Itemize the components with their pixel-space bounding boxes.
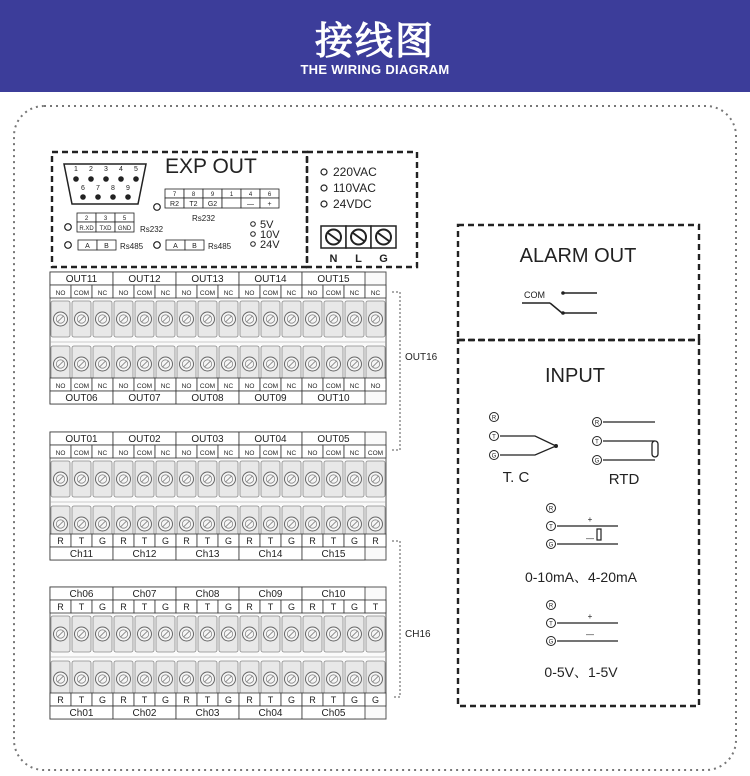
group-label: OUT07 [128, 393, 161, 404]
contact-label: NC [286, 290, 297, 297]
rs232-signal-label: R2 [170, 201, 179, 208]
contact-label: R [309, 602, 316, 612]
contact-label: G [371, 695, 380, 705]
group-label: OUT10 [317, 393, 350, 404]
contact-label: R [183, 602, 190, 612]
contact-label: T [204, 602, 211, 612]
power-radio-icon [321, 185, 327, 191]
contact-label: R [57, 602, 64, 612]
contact-label: NO [181, 450, 192, 457]
contact-label: G [98, 536, 107, 546]
db9-pin-number: 8 [111, 185, 115, 192]
rs232-pin-number: 2 [84, 216, 89, 222]
contact-label: G [287, 536, 296, 546]
voltage-option-label: 5V [260, 219, 274, 231]
contact-label: COM [325, 383, 342, 390]
rs232-right-name: Rs232 [192, 214, 216, 223]
contact-label: NC [349, 383, 360, 390]
rs232-signal-label: R.XD [79, 226, 94, 232]
contact-label: NC [97, 290, 108, 297]
contact-label: NO [55, 383, 66, 390]
contact-label: NO [244, 290, 255, 297]
contact-label: T [141, 536, 148, 546]
db9-pin-icon [80, 194, 86, 200]
contact-label: R [120, 695, 127, 705]
group-label: OUT13 [191, 274, 224, 285]
voltage-option-label: 10V [260, 229, 280, 241]
group-label: Ch05 [321, 708, 346, 719]
voltage-option-label: 24V [260, 239, 280, 251]
group-label: OUT12 [128, 274, 161, 285]
contact-label: COM [136, 383, 153, 390]
rs232-left-radio-icon [65, 224, 72, 231]
contact-label: G [350, 695, 359, 705]
contact-label: COM [73, 450, 90, 457]
alarm-com-label: COM [524, 290, 545, 300]
contact-label: NC [349, 450, 360, 457]
rtd-wire-icon [603, 422, 655, 460]
exp-out-title: EXP OUT [165, 155, 257, 178]
contact-label: COM [73, 383, 90, 390]
group-label: OUT02 [128, 434, 161, 445]
rs485-left-name: Rs485 [120, 242, 144, 251]
contact-label: NO [181, 383, 192, 390]
rtd-pin-letter: G [594, 458, 600, 465]
contact-label: G [224, 536, 233, 546]
voltage-radio-icon [251, 232, 256, 237]
input-panel [458, 340, 699, 706]
relay-contact-icon [522, 290, 597, 315]
contact-label: COM [136, 450, 153, 457]
contact-label: G [98, 695, 107, 705]
group-label: OUT06 [65, 393, 98, 404]
group-label: OUT04 [254, 434, 287, 445]
voltage-pin-letter: T [549, 621, 553, 628]
contact-label: T [372, 602, 379, 612]
db9-pin-number: 7 [96, 185, 100, 192]
thermocouple-junction-icon [554, 444, 558, 448]
contact-label: NC [160, 450, 171, 457]
power-option-label: 24VDC [333, 197, 372, 211]
voltage-pin-letter: R [548, 603, 554, 610]
group-label: OUT01 [65, 434, 98, 445]
group-label: Ch07 [132, 589, 157, 600]
contact-label: NO [118, 383, 129, 390]
contact-label: T [330, 536, 337, 546]
rs232-signal-label: + [267, 201, 272, 208]
contact-label: T [141, 695, 148, 705]
contact-label: R [183, 695, 190, 705]
voltage-plus-sign: + [587, 612, 593, 621]
rs232-signal-label: G2 [207, 201, 218, 208]
rtd-pin-letter: R [594, 420, 600, 427]
group-label: OUT15 [317, 274, 350, 285]
db9-pin-icon [118, 176, 124, 182]
contact-label: NO [244, 450, 255, 457]
contact-label: T [78, 536, 85, 546]
db9-pin-icon [133, 176, 139, 182]
contact-label: COM [262, 383, 279, 390]
group-label: Ch12 [132, 549, 157, 560]
rs485-signal-label: B [104, 243, 109, 250]
group-label: Ch03 [195, 708, 220, 719]
ch16-bracket [392, 541, 400, 697]
rs485-signal-label: A [85, 243, 90, 250]
db9-pin-icon [73, 176, 79, 182]
contact-label: T [141, 602, 148, 612]
contact-label: T [267, 602, 274, 612]
page-subtitle: THE WIRING DIAGRAM [300, 62, 450, 77]
contact-label: NO [118, 450, 129, 457]
contact-label: NC [160, 290, 171, 297]
group-label: OUT11 [65, 274, 98, 285]
voltage-radio-icon [251, 222, 256, 227]
rs232-pin-number: 9 [210, 192, 215, 198]
rs485-right-name: Rs485 [208, 242, 232, 251]
contact-label: G [287, 602, 296, 612]
rs232-signal-label: — [247, 201, 254, 208]
power-radio-icon [321, 201, 327, 207]
thermocouple-wire-icon [500, 436, 556, 455]
rtd-sensor-icon [652, 441, 658, 457]
contact-label: NO [370, 383, 381, 390]
contact-label: NO [181, 290, 192, 297]
contact-label: G [350, 602, 359, 612]
db9-pin-number: 4 [119, 166, 123, 173]
contact-label: G [98, 602, 107, 612]
terminal-block-out01-ch15 [50, 432, 386, 560]
rs485-right-radio-icon [154, 242, 161, 249]
group-label: Ch02 [132, 708, 157, 719]
power-option-label: 110VAC [333, 181, 376, 195]
group-label: OUT03 [191, 434, 224, 445]
contact-label: NO [118, 290, 129, 297]
voltage-input-label: 0-5V、1-5V [544, 664, 618, 680]
contact-label: R [372, 536, 379, 546]
db9-pin-icon [125, 194, 131, 200]
contact-label: R [57, 695, 64, 705]
voltage-radio-icon [251, 242, 256, 247]
contact-label: G [161, 695, 170, 705]
page-title: 接线图 [314, 19, 435, 63]
rs232-right-radio-icon [154, 204, 161, 211]
current-input-label: 0-10mA、4-20mA [524, 569, 638, 585]
contact-label: R [183, 536, 190, 546]
group-label: Ch11 [69, 549, 94, 560]
contact-label: COM [325, 450, 342, 457]
power-terminal-label: G [379, 253, 388, 265]
contact-label: T [267, 695, 274, 705]
db9-pin-number: 2 [89, 166, 93, 173]
current-pin-letter: R [548, 506, 554, 513]
db9-pin-icon [88, 176, 94, 182]
contact-label: NC [97, 383, 108, 390]
contact-label: COM [262, 450, 279, 457]
contact-label: NC [370, 290, 381, 297]
current-plus-sign: + [587, 515, 593, 524]
out16-label: OUT16 [405, 352, 438, 363]
rs232-pin-number: 1 [229, 192, 234, 198]
group-label: OUT05 [317, 434, 350, 445]
contact-label: G [161, 602, 170, 612]
power-option-label: 220VAC [333, 165, 377, 179]
contact-label: NC [223, 383, 234, 390]
tc-pin-letter: T [492, 434, 496, 441]
contact-label: T [204, 536, 211, 546]
contact-label: COM [199, 383, 216, 390]
rs232-pin-number: 4 [248, 192, 253, 198]
power-terminal-label: L [355, 253, 362, 265]
contact-label: NC [223, 290, 234, 297]
rs485-signal-label: A [173, 243, 178, 250]
voltage-minus-sign: — [586, 630, 594, 639]
rs232-signal-label: GND [117, 226, 132, 232]
rtd-pin-letter: T [595, 439, 599, 446]
contact-label: COM [199, 450, 216, 457]
db9-pin-number: 9 [126, 185, 130, 192]
rs232-left-name: Rs232 [140, 225, 164, 234]
group-label: Ch10 [321, 589, 346, 600]
contact-label: T [204, 695, 211, 705]
group-label: Ch13 [195, 549, 220, 560]
contact-label: NO [55, 450, 66, 457]
rs232-pin-number: 3 [103, 216, 108, 222]
contact-label: NO [55, 290, 66, 297]
contact-label: G [350, 536, 359, 546]
alarm-out-panel [458, 225, 699, 340]
contact-label: COM [136, 290, 153, 297]
contact-label: T [78, 695, 85, 705]
voltage-pin-letter: G [548, 639, 554, 646]
contact-label: G [287, 695, 296, 705]
contact-label: COM [367, 450, 384, 457]
rs232-signal-label: TXD [99, 226, 112, 232]
contact-label: R [57, 536, 64, 546]
rs232-pin-number: 6 [267, 192, 272, 198]
out16-bracket [392, 292, 400, 450]
db9-pin-number: 6 [81, 185, 85, 192]
rs232-signal-label: T2 [189, 201, 198, 208]
power-terminal-label: N [329, 253, 338, 265]
db9-pin-icon [103, 176, 109, 182]
contact-label: NC [160, 383, 171, 390]
tc-pin-letter: G [491, 453, 497, 460]
contact-label: T [267, 536, 274, 546]
contact-label: R [120, 602, 127, 612]
db9-pin-icon [95, 194, 101, 200]
contact-label: NO [244, 383, 255, 390]
power-radio-icon [321, 169, 327, 175]
contact-label: COM [73, 290, 90, 297]
contact-label: T [330, 602, 337, 612]
contact-label: R [246, 695, 253, 705]
contact-label: NC [223, 450, 234, 457]
contact-label: T [330, 695, 337, 705]
db9-pin-icon [110, 194, 116, 200]
rs232-pin-number: 8 [191, 192, 196, 198]
db9-pin-number: 5 [134, 166, 138, 173]
alarm-out-title: ALARM OUT [519, 245, 637, 267]
tc-label: T. C [502, 469, 530, 486]
contact-label: R [309, 695, 316, 705]
contact-label: COM [199, 290, 216, 297]
contact-label: NO [307, 450, 318, 457]
group-label: Ch04 [258, 708, 283, 719]
rtd-label: RTD [608, 471, 640, 488]
contact-label: NC [349, 290, 360, 297]
contact-label: NO [307, 383, 318, 390]
group-label: Ch15 [321, 549, 346, 560]
contact-label: COM [262, 290, 279, 297]
contact-label: R [246, 602, 253, 612]
contact-label: T [78, 602, 85, 612]
current-pin-letter: T [549, 524, 553, 531]
contact-label: NC [286, 383, 297, 390]
group-label: Ch06 [69, 589, 94, 600]
current-pin-letter: G [548, 542, 554, 549]
contact-label: NC [97, 450, 108, 457]
group-label: Ch14 [258, 549, 283, 560]
contact-label: G [224, 602, 233, 612]
group-label: Ch09 [258, 589, 283, 600]
contact-label: G [161, 536, 170, 546]
db9-pin-number: 1 [74, 166, 78, 173]
shunt-resistor-icon [597, 529, 601, 540]
contact-label: R [309, 536, 316, 546]
rs485-left-radio-icon [65, 242, 72, 249]
rs232-pin-number: 5 [122, 216, 127, 222]
tc-pin-letter: R [491, 415, 497, 422]
current-minus-sign: — [586, 534, 594, 543]
rs232-signal-cell [222, 198, 241, 208]
contact-label: NO [307, 290, 318, 297]
group-label: Ch01 [69, 708, 94, 719]
contact-label: COM [325, 290, 342, 297]
group-label: OUT14 [254, 274, 287, 285]
db9-pin-number: 3 [104, 166, 108, 173]
group-label: OUT09 [254, 393, 287, 404]
contact-label: NC [286, 450, 297, 457]
terminal-block-ch01-ch10 [50, 587, 386, 719]
contact-label: G [224, 695, 233, 705]
rs485-signal-label: B [192, 243, 197, 250]
contact-label: R [246, 536, 253, 546]
rs232-pin-number: 7 [172, 192, 177, 198]
group-label: OUT08 [191, 393, 224, 404]
group-label: Ch08 [195, 589, 220, 600]
contact-label: R [120, 536, 127, 546]
input-title: INPUT [545, 365, 605, 387]
ch16-label: CH16 [405, 629, 431, 640]
relay-terminal-block-out06-out15 [50, 272, 386, 404]
